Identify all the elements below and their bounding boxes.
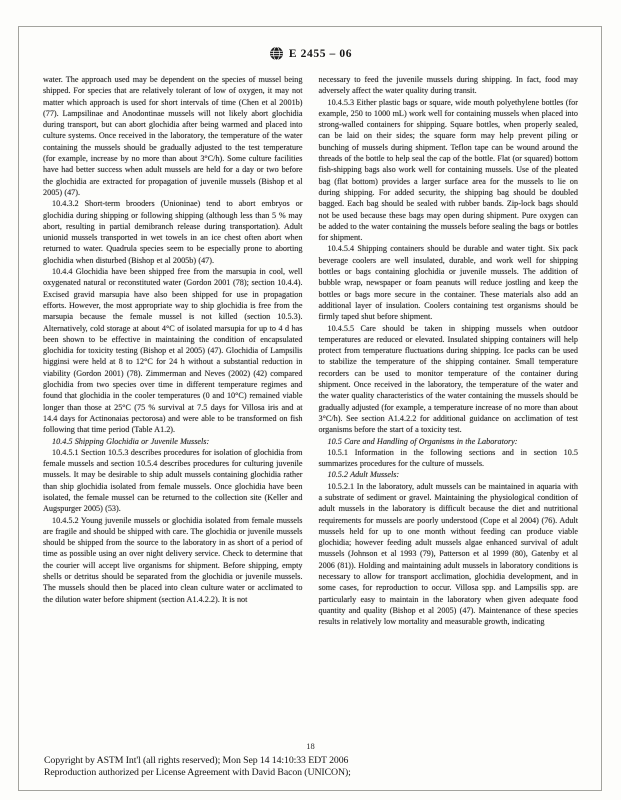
page-header — [0, 46, 621, 61]
paragraph-continuation: necessary to feed the juvenile mussels during shipping. In fact, food may adversely affect the water quality during transit. — [318, 75, 578, 96]
left-column — [43, 74, 303, 628]
paragraph-continuation: water. The approach used may be dependent on the species of mussel being shipped. For species that are relatively tolerant of low of oxygen, it may not matter which approach is used for short intervals of time (Chen et al 2001b) (77). Lampsilinae and Anodontinae mussels will not likely abort glochidia during transport, but can abort glochidia after being warmed and placed into culture systems. Once received in the laboratory, the temperature of the water containing the mussels should be gradually adjusted to the test temperature (for example, increase by no more than about 3°C/h). Some culture facilities have had better success when adult mussels are held for a day or two before the glochidia are extracted for propagation of juvenile mussels (Bishop et al 2005) (47). — [43, 75, 303, 197]
paragraph: 10.5.1 Information in the following sections and in section 10.5 summarizes procedures for the culture of mussels. — [318, 447, 578, 469]
paragraph: 10.4.5.4 Shipping containers should be durable and water tight. Six pack beverage coolers are well insulated, durable, and work well for shipping bottles or bags containing glochidia or juvenile mussels. The addition of bubble wrap, newspaper or foam peanuts will reduce jostling and keep the bottles or bags more secure in the container. These materials also add an additional layer of insulation. Coolers containing test organisms should be firmly taped shut before shipment. — [318, 244, 578, 322]
text-columns — [43, 74, 578, 628]
right-column — [319, 74, 579, 628]
copyright-line-1: Copyright by ASTM Int'l (all rights reserved); Mon Sep 14 14:10:33 EDT 2006 — [44, 755, 349, 766]
paragraph: 10.5.2.1 In the laboratory, adult mussels can be maintained in aquaria with a substrate of sediment or gravel. Maintaining the physiological condition of adult mussels in the laboratory is difficult because the diet and nutritional requirements for mussels are poorly understood (Cope et al 2004) (76). Adult mussels held for up to one month without feeding can produce viable glochidia; however feeding adult mussels algae enhanced survival of adult mussels (Johnson et al 1993 (79), Patterson et al 1999 (80), Gatenby et al 2006 (81)). Holding and maintaining adult mussels in laboratory conditions is necessary to allow for transport acclimation, glochidia development, and in some cases, for reproduction to occur. Villosa spp. and Lampsilis spp. are particularly easy to maintain in the laboratory when given adequate food quantity and quality (Bishop et al 2005) (47). Maintenance of these species results in relatively low mortality and measurable growth, indicating — [318, 481, 578, 627]
standard-designation: E 2455 – 06 — [288, 47, 353, 60]
paragraph: 10.4.5.1 Section 10.5.3 describes procedures for isolation of glochidia from female mussels and section 10.5.4 describes procedures for culturing juvenile mussels. It may be desirable to ship adult mussels containing glochidia rather than ship glochidia isolated from female mussels. Once glochidia have been isolated, the female mussel can be returned to the collection site (Keller and Augspurger 2005) (53). — [43, 447, 303, 514]
paragraph: 10.4.3.2 Short-term brooders (Unioninae) tend to abort embryos or glochidia during shipping or following shipping (although less than 5 % may abort, resulting in partial demibranch release during transportation). Adult unionid mussels transported in wet towels in an ice chest often abort when returned to water. Quadrula species seem to be especially prone to aborting glochidia when disturbed (Bishop et al 2005b) (47). — [43, 199, 303, 265]
section-heading: 10.5 Care and Handling of Organisms in the Laboratory: — [327, 436, 518, 446]
paragraph: 10.4.5.3 Either plastic bags or square, wide mouth polyethylene bottles (for example, 250 to 1000 mL) work well for containing mussels when placed into strong-walled containers for shipping. Square bottles, when properly sealed, can be laid on their sides; the square form may help prevent piling or bunching of mussels during shipment. Teflon tape can be wound around the threads of the bottle to help seal the cap of the bottle. Flat (or squared) bottom fish-shipping bags also work well for containing mussels. Use of the pleated bag (flat bottom) provides a larger surface area for the mussels to lie on during shipping. For added security, the shipping bag should be doubled bagged. Each bag should be sealed with rubber bands. Zip-lock bags should not be used because these bags may open during shipment. Pure oxygen can be added to the water containing the mussels before sealing the bags or bottles for shipment. — [318, 97, 578, 243]
section-heading: 10.4.5 Shipping Glochidia or Juvenile Mussels: — [52, 436, 210, 446]
astm-logo-icon — [269, 46, 284, 61]
paragraph: 10.4.5.5 Care should be taken in shipping mussels when outdoor temperatures are reduced or elevated. Insulated shipping containers will help protect from temperature fluctuations during shipping. Ice packs can be used to stabilize the temperature of the shipping container. Small temperature recorders can be used to monitor temperature of the container during shipment. Once received in the laboratory, the temperature of the water and the water quality characteristics of the water containing the mussels should be gradually adjusted (for example, a temperature increase of no more than about 3°C/h). See section A1.4.2.2 for additional guidance on acclimation of test organisms before the start of a toxicity test. — [318, 323, 578, 435]
paragraph: 10.4.4 Glochidia have been shipped free from the marsupia in cool, well oxygenated natural or reconstituted water (Gordon 2001 (78); section 10.4.4). Excised gravid marsupia have also been shipped for use in propagation efforts. However, the most appropriate way to ship glochidia is free from the marsupia because the female mussel is not killed (section 10.5.3). Alternatively, cold storage at about 4°C of isolated marsupia for up to 4 d has been shown to be effective in maintaining the condition of encapsulated glochidia for toxicity testing (Bishop et al 2005) (47). Glochidia of Lampsilis higginsi were held at 8 to 12°C for 24 h without a substantial reduction in viability (Gordon 2001) (78). Zimmerman and Neves (2002) (42) compared glochidia from two species over time in different temperature regimes and found that glochidia in the cooler temperatures (0 and 10°C) remained viable longer than those at 25°C (75 % survival at 7.5 days for Villosa iris and at 14.4 days for Actinonaias pectorosa) and were able to be transformed on fish following that time period (Table A1.2). — [43, 267, 303, 435]
copyright-line-2: Reproduction authorized per License Agreement with David Bacon (UNICON); — [44, 766, 351, 778]
paragraph: 10.4.5.2 Young juvenile mussels or glochidia isolated from female mussels are fragile and should be shipped with care. The glochidia or juvenile mussels should be shipped from the source to the laboratory in as short of a period of time as possible using an over night delivery service. Check to determine that the courier will accept live organisms for shipment. Before shipping, empty shells or detritus should be separated from the glochidia or juvenile mussels. The mussels should then be placed into clean culture water or acclimated to the dilution water before shipment (section A1.4.2.2). It is not — [43, 515, 303, 604]
page-number: 18 — [306, 741, 315, 751]
section-heading: 10.5.2 Adult Mussels: — [327, 470, 400, 480]
copyright-notice — [44, 755, 581, 778]
